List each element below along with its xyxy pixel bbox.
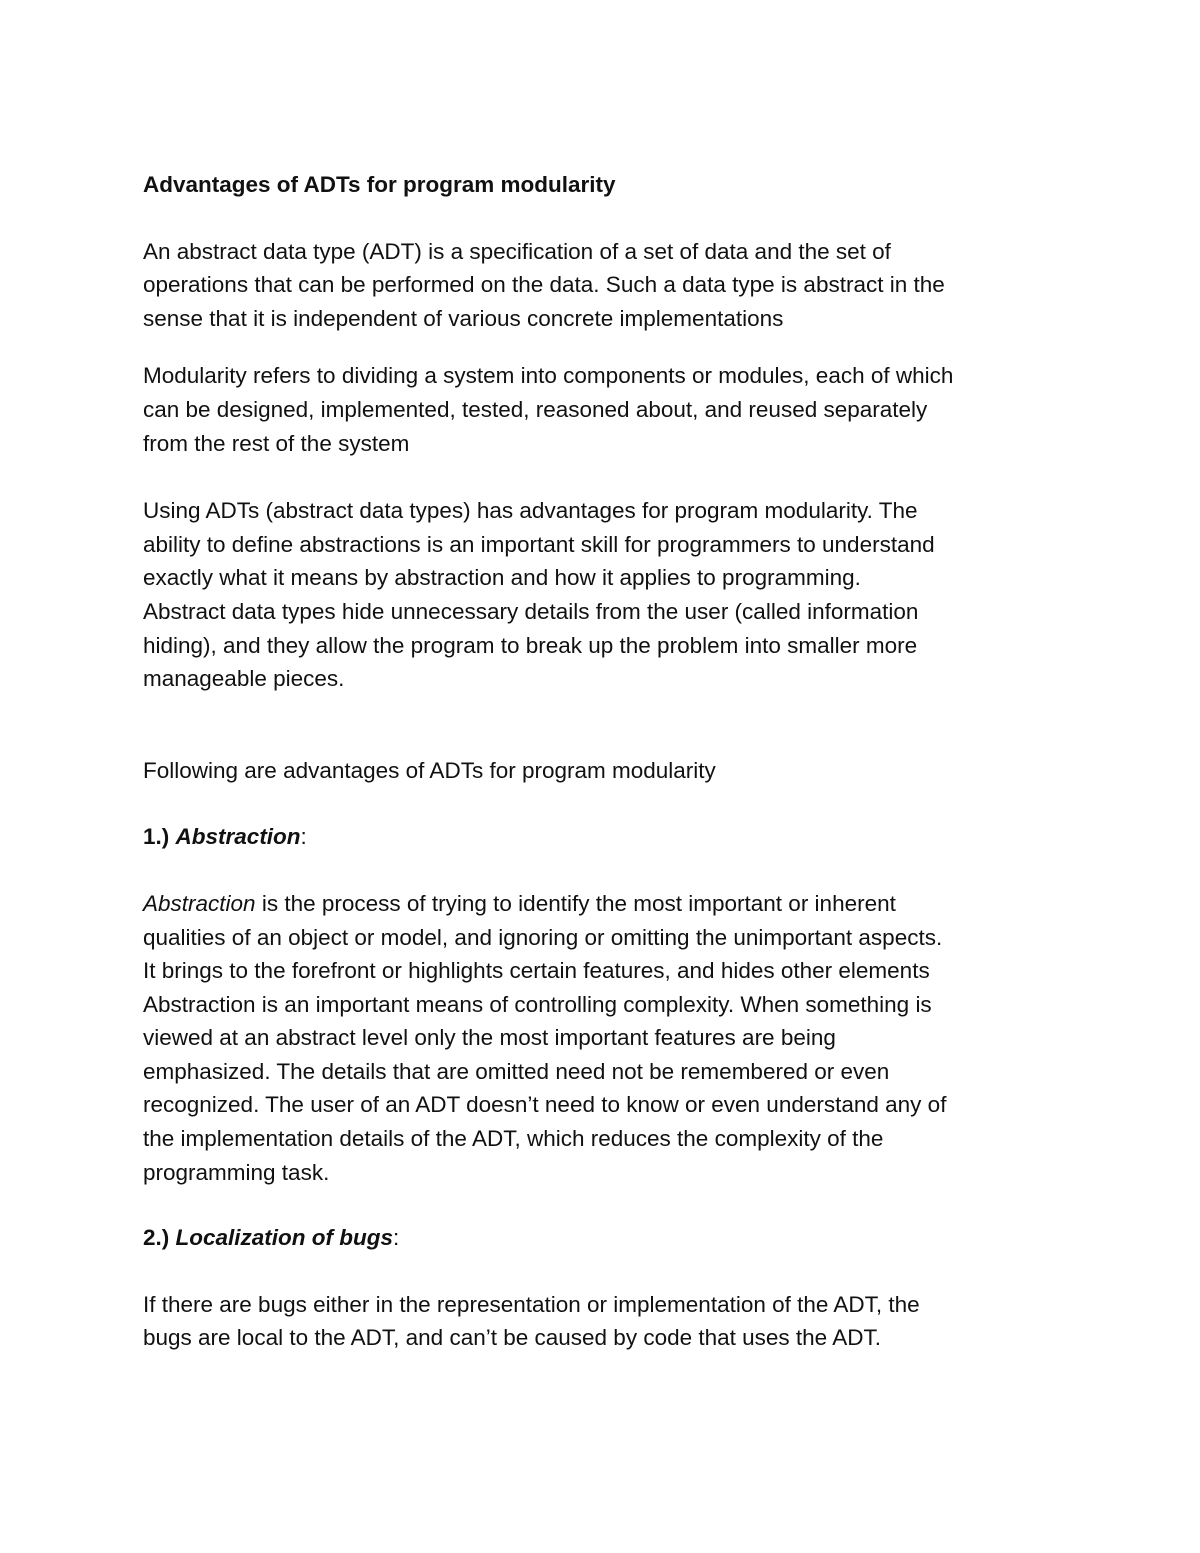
text-line: bugs are local to the ADT, and can’t be caused by code that uses the ADT. [143, 1325, 881, 1351]
section-number: 1.) [143, 824, 170, 850]
text-line: qualities of an object or model, and ignoring or omitting the unimportant aspects. [143, 924, 943, 950]
text-line: from the rest of the system [143, 430, 410, 456]
text-line: It brings to the forefront or highlights certain features, and hides other elements [143, 958, 930, 984]
section-number: 2.) [143, 1225, 170, 1251]
using-adts-paragraph [143, 494, 1078, 696]
text-line: the implementation details of the ADT, which reduces the complexity of the [143, 1126, 884, 1152]
text-line: viewed at an abstract level only the most important features are being [143, 1025, 836, 1051]
following-intro: Following are advantages of ADTs for program modularity [143, 757, 716, 783]
text-line: programming task. [143, 1159, 330, 1185]
text-fragment: is the process of trying to identify the most important or inherent [255, 890, 896, 916]
text-line: exactly what it means by abstraction and how it applies to programming. [143, 565, 861, 591]
text-line: can be designed, implemented, tested, reasoned about, and reused separately [143, 396, 928, 422]
modularity-definition-paragraph [143, 359, 1078, 460]
localization-paragraph [143, 1288, 1078, 1355]
text-line: If there are bugs either in the representation or implementation of the ADT, the [143, 1291, 920, 1317]
text-line: emphasized. The details that are omitted need not be remembered or even [143, 1058, 890, 1084]
text-line: ability to define abstractions is an important skill for programmers to understand [143, 531, 935, 557]
section-heading-abstraction [143, 820, 1078, 854]
section-heading-localization-of-bugs [143, 1221, 1078, 1255]
inline-term: Abstraction [143, 890, 256, 916]
text-line: An abstract data type (ADT) is a specification of a set of data and the set of [143, 238, 891, 264]
text-line: sense that it is independent of various concrete implementations [143, 305, 784, 331]
text-line: operations that can be performed on the data. Such a data type is abstract in the [143, 272, 945, 298]
text-line: recognized. The user of an ADT doesn’t need to know or even understand any of [143, 1092, 947, 1118]
section-colon: : [300, 824, 307, 850]
document-body [143, 168, 1078, 1355]
text-line: manageable pieces. [143, 666, 345, 692]
section-term: Abstraction [175, 824, 301, 850]
document-title: Advantages of ADTs for program modularity [143, 172, 616, 197]
text-line [143, 887, 1078, 921]
text-line: Modularity refers to dividing a system into components or modules, each of which [143, 363, 954, 389]
text-line: Abstraction is an important means of controlling complexity. When something is [143, 991, 932, 1017]
section-colon: : [393, 1225, 400, 1251]
text-line: hiding), and they allow the program to break up the problem into smaller more [143, 632, 918, 658]
text-line: Using ADTs (abstract data types) has advantages for program modularity. The [143, 498, 918, 524]
abstraction-paragraph [143, 887, 1078, 1189]
text-line: Abstract data types hide unnecessary details from the user (called information [143, 598, 919, 624]
section-term: Localization of bugs [175, 1225, 394, 1251]
adt-definition-paragraph [143, 235, 1078, 336]
